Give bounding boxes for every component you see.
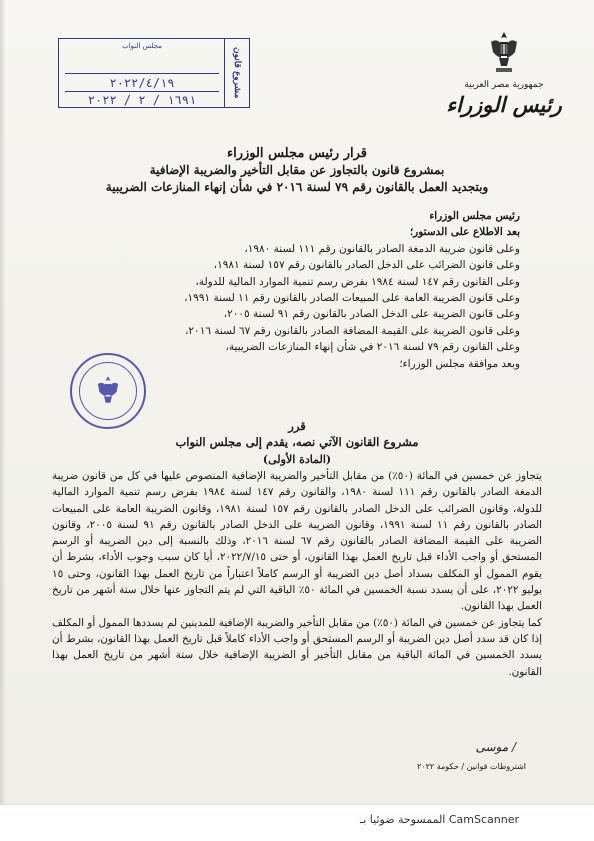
preamble-item: وعلى قانون الضريبة على القيمة المضافة الصادر بالقانون رقم ٦٧ لسنة ٢٠١٦،	[185, 324, 520, 337]
preamble-item: وعلى قانون الضريبة على الدخل الصادر بالقانون رقم ٩١ لسنة ٢٠٠٥،	[223, 308, 520, 321]
registration-side-label: مشروع قانون	[232, 47, 242, 99]
preamble	[58, 208, 520, 372]
registration-number: ٢٠٢٢/٤/١٩	[65, 73, 219, 90]
registration-date: ١٦٩١ / ٢ / ٢٠٢٢	[65, 91, 219, 107]
registration-head: مجلس النواب	[121, 42, 163, 50]
scan-edge	[0, 0, 6, 805]
seal-inner	[79, 362, 137, 420]
signature: / موسى	[475, 740, 516, 754]
registration-side	[224, 39, 249, 107]
decree-title	[80, 145, 514, 196]
prime-minister-title: رئيس الوزراء	[446, 92, 562, 117]
article-title: (المادة الأولى)	[262, 453, 332, 466]
preamble-item: وعلى القانون رقم ١٤٧ لسنة ١٩٨٤ بفرض رسم تنمية الموارد المالية للدولة،	[195, 275, 520, 288]
seal-eagle-icon	[93, 373, 123, 409]
decision	[150, 418, 444, 450]
article-body	[52, 468, 542, 680]
preamble-after-review: بعد الاطلاع على الدستور؛	[409, 226, 520, 239]
scanner-bar	[0, 804, 594, 841]
scanner-label: الممسوحة ضوئيا بـ CamScanner	[360, 813, 519, 826]
article-paragraph-1: يتجاوز عن خمسين في المائة (٥٠٪) من مقابل التأخير والضريبة الإضافية المنصوص عليها في كل من قانون ضريبة الدمغة الصادر بالقانون رقم ١١١ لسنة ١٩٨٠، والقانون رقم ١٤٧ لسنة ١٩٨٤ بفرض رسم تنمية الموارد المالية للدولة، وقانون الضرائب على الدخل الصادر بالقانون رقم ١٥٧ لسنة ١٩٨١، وقانون الضريبة العامة على المبيعات الصادر بالقانون رقم ١١ لسنة ١٩٩١، وقانون الضريبة على الدخل الصادر بالقانون رقم ٩١ لسنة ٢٠٠٥، وقانون الضريبة على القيمة المضافة الصادر بالقانون رقم ٦٧ لسنة ٢٠١٦، وذلك بالنسبة إلى دين الضريبة أو الرسم المستحق أو واجب الأداء قبل تاريخ العمل بهذا القانون، أو حتى ٢٠٢٢/٧/١٥، أيا كان سبب وجوب الأداء، بشرط أن يقوم الممول أو المكلف بسداد أصل دين الضريبة أو الرسم كاملاً اعتباراً من تاريخ العمل بهذا القانون، وحتى ١٥ يوليو ٢٠٢٢، على أن يسدد نسبة الخمسين في المائة ٥٠٪ الباقية التي لم يتم التجاوز عنها خلال ستة أشهر من تاريخ العمل بهذا القانون.	[52, 470, 543, 613]
preamble-item: وبعد موافقة مجلس الوزراء؛	[399, 357, 520, 370]
title-line-1: قرار رئيس مجلس الوزراء	[226, 146, 368, 161]
preamble-item: وعلى قانون ضريبة الدمغة الصادر بالقانون رقم ١١١ لسنة ١٩٨٠،	[244, 242, 520, 255]
letterhead	[444, 28, 564, 117]
official-seal	[70, 353, 146, 429]
eagle-emblem-icon	[487, 28, 521, 74]
preamble-item: وعلى قانون الضريبة العامة على المبيعات الصادر بالقانون رقم ١١ لسنة ١٩٩١،	[184, 292, 520, 305]
preamble-item: وعلى قانون الضرائب على الدخل الصادر بالقانون رقم ١٥٧ لسنة ١٩٨١،	[213, 259, 520, 272]
article-paragraph-2: كما يتجاوز عن خمسين في المائة (٥٠٪) من مقابل التأخير والضريبة الإضافية للمدينين لم يسددها الممول أو المكلف إذا كان قد سدد أصل دين الضريبة أو الرسم المستحق أو واجب الأداء كاملاً قبل تاريخ العمل بهذا القانون، بشرط أن يسدد الخمسين في المائة الباقية من مقابل التأخير أو الضريبة الإضافية خلال ستة أشهر من تاريخ العمل بهذا القانون.	[52, 616, 542, 678]
decision-line: مشروع القانون الآتي نصه، يقدم إلى مجلس النواب	[175, 435, 419, 449]
republic-name: جمهورية مصر العربية	[464, 80, 544, 90]
title-line-3: وبتجديد العمل بالقانون رقم ٧٩ لسنة ٢٠١٦ في شأن إنهاء المنازعات الضريبية	[105, 180, 489, 194]
preamble-item: وعلى القانون رقم ٧٩ لسنة ٢٠١٦ في شأن إنهاء المنازعات الضريبية،	[225, 341, 520, 354]
registration-stamp	[58, 38, 250, 108]
decision-verb: قرر	[288, 419, 306, 433]
footer-note: اشتروطات قوانين / حكومة ٢٠٢٢	[417, 762, 526, 771]
title-line-2: بمشروع قانون بالتجاوز عن مقابل التأخير والضريبة الإضافية	[149, 163, 445, 177]
preamble-chair: رئيس مجلس الوزراء	[429, 210, 520, 222]
